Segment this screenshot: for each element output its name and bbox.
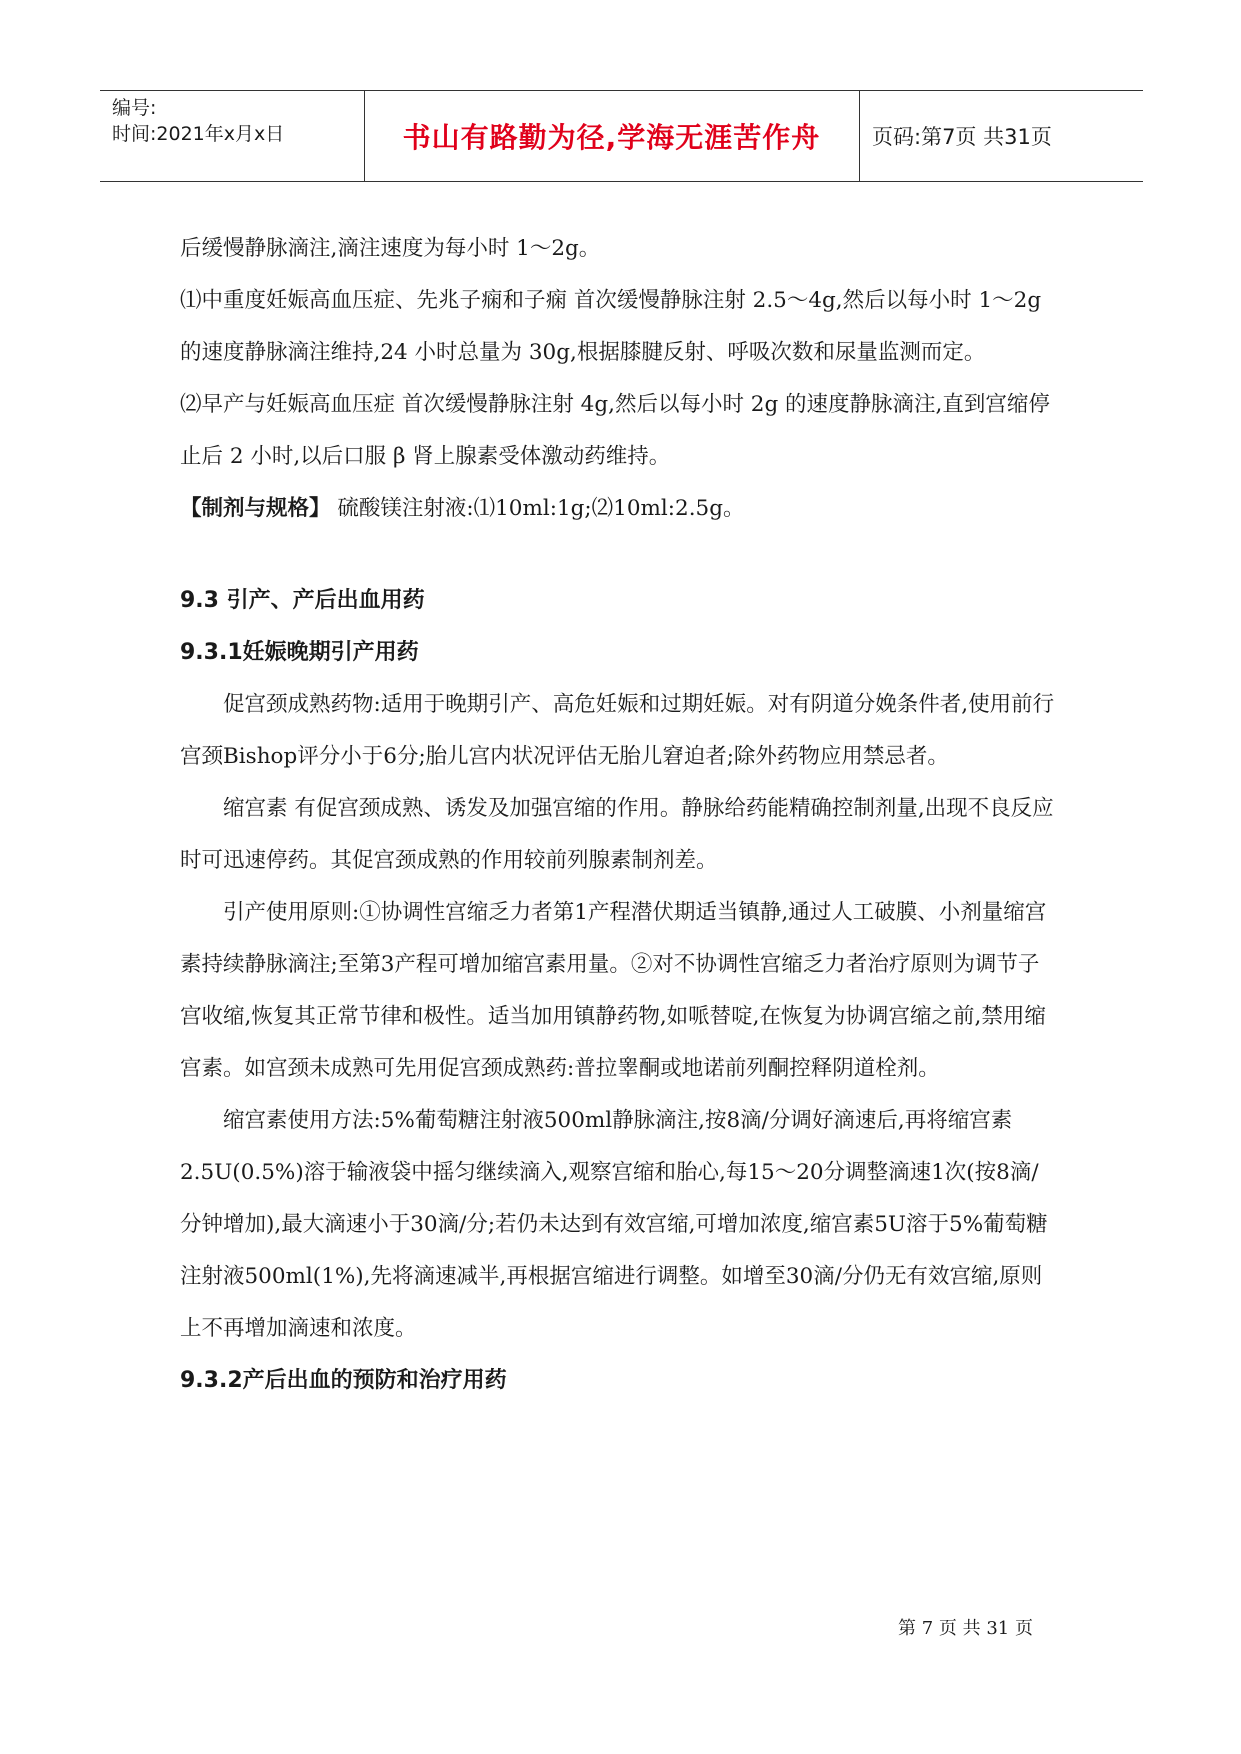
section-heading: 9.3 引产、产后出血用药 (180, 588, 425, 613)
paragraph: 缩宫素使用方法:5%葡萄糖注射液500ml静脉滴注,按8滴/分调好滴速后,再将缩宫素2.5U(0.5%)溶于输液袋中摇匀继续滴入,观察宫缩和胎心,每15～20分调整滴速1次(按8滴/分钟增加),最大滴速小于30滴/分;若仍未达到有效宫缩,可增加浓度,缩宫素5U溶于5%葡萄糖注射液500ml(1%),先将滴速减半,再根据宫缩进行调整。如增至30滴/分仍无有效宫缩,原则上不再增加滴速和浓度。 (180, 1108, 1048, 1341)
paragraph: ⑵早产与妊娠高血压症 首次缓慢静脉注射 4g,然后以每小时 2g 的速度静脉滴注,直到宫缩停止后 2 小时,以后口服 β 肾上腺素受体激动药维持。 (180, 392, 1050, 469)
header-divider (859, 91, 860, 181)
document-body (180, 223, 1060, 1407)
paragraph: 缩宫素 有促宫颈成熟、诱发及加强宫缩的作用。静脉给药能精确控制剂量,出现不良反应时可迅速停药。其促宫颈成熟的作用较前列腺素制剂差。 (180, 796, 1054, 873)
paragraph: 后缓慢静脉滴注,滴注速度为每小时 1～2g。 (180, 236, 601, 261)
header-meta (112, 95, 284, 147)
document-number-label: 编号: (112, 97, 157, 119)
paragraph: 促宫颈成熟药物:适用于晚期引产、高危妊娠和过期妊娠。对有阴道分娩条件者,使用前行宫颈Bishop评分小于6分;胎儿宫内状况评估无胎儿窘迫者;除外药物应用禁忌者。 (180, 692, 1055, 769)
page-header (100, 90, 1143, 182)
section-gap (180, 535, 1060, 575)
paragraph: 引产使用原则:①协调性宫缩乏力者第1产程潜伏期适当镇静,通过人工破膜、小剂量缩宫素持续静脉滴注;至第3产程可增加缩宫素用量。②对不协调性宫缩乏力者治疗原则为调节子宫收缩,恢复其正常节律和极性。适当加用镇静药物,如哌替啶,在恢复为协调宫缩之前,禁用缩宫素。如宫颈未成熟可先用促宫颈成熟药:普拉睾酮或地诺前列酮控释阴道栓剂。 (180, 900, 1047, 1081)
specs-label: 【制剂与规格】 (180, 496, 331, 521)
page-footer: 第 7 页 共 31 页 (898, 1618, 1033, 1639)
header-page-info: 页码:第7页 共31页 (872, 124, 1052, 149)
subsection-heading: 9.3.2产后出血的预防和治疗用药 (180, 1368, 507, 1393)
document-time-label: 时间:2021年x月x日 (112, 123, 285, 145)
specs-text: 硫酸镁注射液:⑴10ml:1g;⑵10ml:2.5g。 (330, 496, 745, 521)
paragraph-specs (180, 483, 1060, 535)
header-motto: 书山有路勤为径,学海无涯苦作舟 (402, 120, 821, 154)
paragraph: ⑴中重度妊娠高血压症、先兆子痫和子痫 首次缓慢静脉注射 2.5～4g,然后以每小时 1～2g 的速度静脉滴注维持,24 小时总量为 30g,根据膝腱反射、呼吸次数和尿量监测而定。 (180, 288, 1042, 365)
subsection-heading: 9.3.1妊娠晚期引产用药 (180, 640, 419, 665)
